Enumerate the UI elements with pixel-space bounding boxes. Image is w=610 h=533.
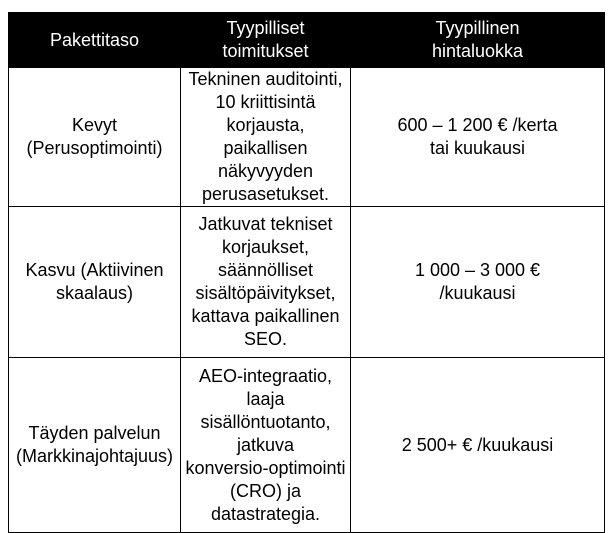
deliverables-cell: Jatkuvat tekniset korjaukset, säännölliset sisältöpäivitykset, kattava paikallinen SEO. <box>181 207 351 358</box>
tier-cell: Täyden palvelun (Markkinajohtajuus) <box>9 358 181 533</box>
header-deliverables: Tyypilliset toimitukset <box>181 13 351 68</box>
header-row <box>9 13 605 68</box>
pricing-table <box>8 12 605 533</box>
table-row <box>9 68 605 207</box>
deliverables-cell: Tekninen auditointi, 10 kriittisintä korjausta, paikallisen näkyvyyden perusasetukset. <box>181 68 351 207</box>
tier-cell: Kevyt (Perusoptimointi) <box>9 68 181 207</box>
table-row <box>9 358 605 533</box>
tier-cell: Kasvu (Aktiivinen skaalaus) <box>9 207 181 358</box>
header-tier: Pakettitaso <box>9 13 181 68</box>
deliverables-cell: AEO-integraatio, laaja sisällöntuotanto, jatkuva konversio-optimointi (CRO) ja datastrategia. <box>181 358 351 533</box>
header-price: Tyypillinen hintaluokka <box>351 13 605 68</box>
price-cell: 600 – 1 200 € /kerta tai kuukausi <box>351 68 605 207</box>
price-cell: 2 500+ € /kuukausi <box>351 358 605 533</box>
table-row <box>9 207 605 358</box>
price-cell: 1 000 – 3 000 € /kuukausi <box>351 207 605 358</box>
